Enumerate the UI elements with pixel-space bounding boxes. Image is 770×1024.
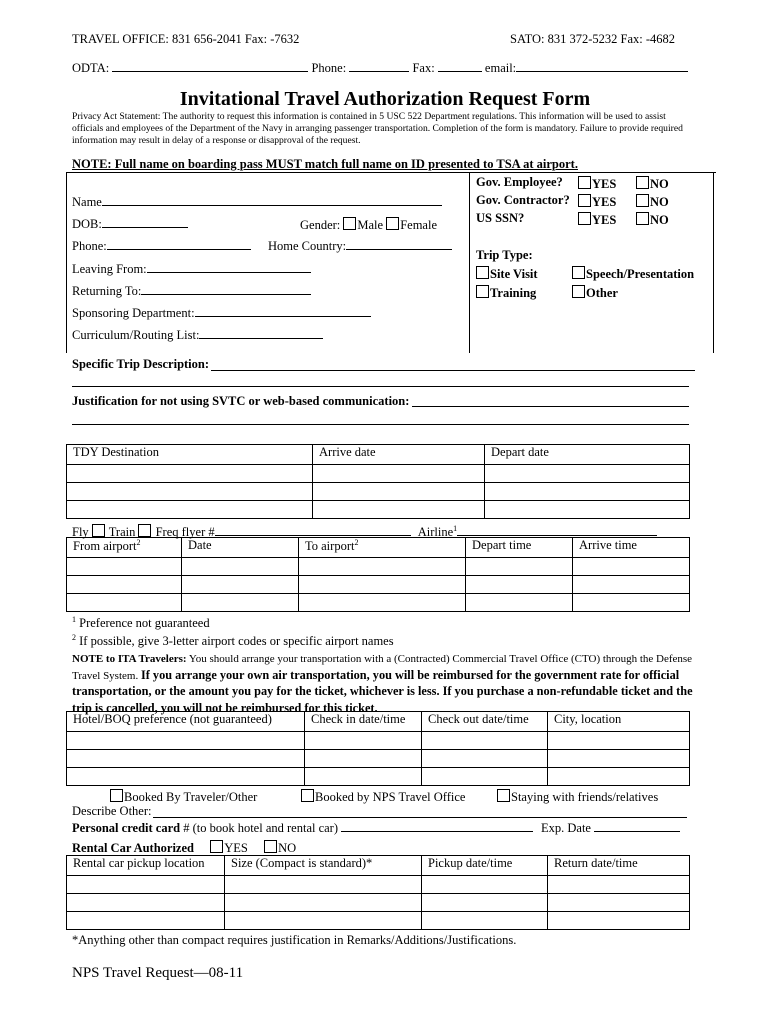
table-row [67, 594, 690, 612]
hotel-table [66, 711, 690, 786]
dob-label: DOB: [72, 217, 102, 231]
gov-contractor-no-checkbox[interactable] [636, 194, 649, 207]
odta-field[interactable] [112, 70, 308, 72]
check-out-header: Check out date/time [422, 712, 548, 732]
table-cell[interactable] [485, 501, 690, 519]
gov-employee-yes [578, 176, 616, 191]
rental-yes-checkbox[interactable] [210, 840, 223, 853]
footnote-marker-2: 2 [354, 538, 359, 547]
footnote-2 [72, 634, 394, 648]
table-cell[interactable] [305, 768, 422, 786]
odta-phone-field[interactable] [349, 70, 409, 72]
exp-date-label: Exp. Date [541, 821, 591, 835]
rental-car-authorized-label: Rental Car Authorized [72, 841, 194, 855]
fly-checkbox[interactable] [92, 524, 105, 537]
tdy-destination-header: TDY Destination [67, 445, 313, 465]
gov-contractor-yes [578, 194, 616, 209]
table-cell[interactable] [313, 465, 485, 483]
gov-employee-label: Gov. Employee? [476, 175, 563, 189]
depart-time-header: Depart time [466, 538, 573, 558]
male-checkbox[interactable] [343, 217, 356, 230]
table-cell[interactable] [422, 768, 548, 786]
table-cell[interactable] [422, 876, 548, 894]
other-checkbox[interactable] [572, 285, 585, 298]
table-cell[interactable] [422, 750, 548, 768]
staying-with-friends-label: Staying with friends/relatives [511, 790, 659, 804]
rental-no-checkbox[interactable] [264, 840, 277, 853]
gender-row [300, 217, 437, 232]
ita-note [72, 652, 698, 717]
table-header-row [67, 445, 690, 465]
table-cell[interactable] [67, 768, 305, 786]
trip-type-label: Trip Type: [476, 248, 533, 262]
footnote-2-marker: 2 [72, 633, 76, 642]
table-row [67, 576, 690, 594]
no-label: NO [650, 177, 669, 191]
table-cell[interactable] [485, 483, 690, 501]
credit-card-note: # (to book hotel and rental car) [183, 821, 339, 835]
yes-label: YES [592, 195, 617, 209]
specific-trip-label: Specific Trip Description: [72, 357, 210, 371]
gov-contractor-label: Gov. Contractor? [476, 193, 570, 207]
gov-contractor-yes-checkbox[interactable] [578, 194, 591, 207]
airline-field[interactable] [457, 534, 657, 536]
hotel-header: Hotel/BOQ preference (not guaranteed) [67, 712, 305, 732]
size-header: Size (Compact is standard)* [225, 856, 422, 876]
table-cell[interactable] [466, 594, 573, 612]
ita-note-warning: If you arrange your own air transportation, you will be reimbursed for the government rate for official transportation, or the amount you pay for the ticket, whichever is less. If you purchase a non-refundable ticket and the trip is cancelled, you will not be reimbursed for this ticket. [72, 667, 693, 715]
returning-row [72, 285, 311, 298]
rental-car-row [72, 840, 296, 855]
yes-label: YES [592, 177, 617, 191]
phone-label: Phone: [72, 239, 107, 253]
odta-email-field[interactable] [516, 70, 688, 72]
table-row [67, 501, 690, 519]
table-cell[interactable] [548, 768, 690, 786]
staying-with-friends-option [497, 789, 658, 804]
flight-table [66, 537, 690, 612]
credit-card-label: Personal credit card [72, 821, 181, 835]
return-datetime-header: Return date/time [548, 856, 690, 876]
odta-row [72, 62, 688, 75]
other-label: Other [586, 286, 618, 300]
table-cell[interactable] [573, 576, 690, 594]
justification-field[interactable] [412, 406, 689, 407]
no-label: NO [650, 213, 669, 227]
table-cell[interactable] [313, 501, 485, 519]
table-row [67, 768, 690, 786]
us-ssn-no-checkbox[interactable] [636, 212, 649, 225]
staying-with-friends-checkbox[interactable] [497, 789, 510, 802]
dob-row [72, 218, 188, 231]
table-row [67, 750, 690, 768]
credit-card-row [72, 822, 533, 835]
arrive-date-header: Arrive date [313, 445, 485, 465]
table-row [67, 912, 690, 930]
table-cell[interactable] [548, 732, 690, 750]
gov-employee-yes-checkbox[interactable] [578, 176, 591, 189]
table-cell[interactable] [313, 483, 485, 501]
training-checkbox[interactable] [476, 285, 489, 298]
describe-other-field[interactable] [153, 817, 687, 818]
table-header-row [67, 712, 690, 732]
rental-table [66, 855, 690, 930]
table-cell[interactable] [67, 876, 225, 894]
justification-field-2[interactable] [72, 424, 689, 425]
other-option [572, 285, 618, 300]
describe-other-label: Describe Other: [72, 804, 152, 818]
name-row [72, 196, 442, 209]
freq-flyer-field[interactable] [215, 534, 411, 536]
table-cell[interactable] [225, 912, 422, 930]
us-ssn-yes-checkbox[interactable] [578, 212, 591, 225]
justification-label: Justification for not using SVTC or web-based communication: [72, 394, 410, 408]
returning-field[interactable] [141, 293, 311, 295]
specific-trip-field[interactable] [211, 370, 695, 371]
no-label: NO [650, 195, 669, 209]
fax-label: Fax: [412, 61, 435, 75]
table-cell[interactable] [485, 465, 690, 483]
ita-note-text: You should arrange your transportation with a (Contracted) Commercial Travel Office (CTO) through the Defense Travel System. [72, 653, 693, 682]
table-header-row [67, 856, 690, 876]
name-label: Name [72, 195, 102, 209]
table-cell[interactable] [573, 558, 690, 576]
table-cell[interactable] [548, 894, 690, 912]
page-title: Invitational Travel Authorization Request Form [179, 88, 591, 110]
leaving-row [72, 263, 311, 276]
booked-by-nps-label: Booked by NPS Travel Office [315, 790, 466, 804]
table-cell[interactable] [225, 876, 422, 894]
phone-field[interactable] [107, 248, 251, 250]
table-row [67, 483, 690, 501]
from-airport-header: From airport$^2$ [67, 538, 182, 558]
boarding-pass-note: NOTE: Full name on boarding pass MUST match full name on ID presented to TSA at airport. [72, 157, 578, 171]
depart-date-header: Depart date [485, 445, 690, 465]
leaving-field[interactable] [147, 271, 311, 273]
booked-by-traveler-label: Booked By Traveler/Other [124, 790, 258, 804]
us-ssn-label: US SSN? [476, 211, 525, 225]
check-in-header: Check in date/time [305, 712, 422, 732]
table-cell[interactable] [67, 594, 182, 612]
curriculum-label: Curriculum/Routing List: [72, 328, 200, 342]
tdy-table [66, 444, 690, 519]
table-cell[interactable] [67, 912, 225, 930]
table-cell[interactable] [299, 594, 466, 612]
table-cell[interactable] [67, 576, 182, 594]
footnote-marker-1: 1 [453, 523, 458, 533]
odta-label: ODTA: [72, 61, 110, 75]
yes-label: YES [592, 213, 617, 227]
table-cell[interactable] [67, 483, 313, 501]
speech-option [572, 266, 694, 281]
table-cell[interactable] [67, 750, 305, 768]
pickup-location-header: Rental car pickup location [67, 856, 225, 876]
table-cell[interactable] [67, 894, 225, 912]
site-visit-label: Site Visit [490, 267, 538, 281]
sponsoring-label: Sponsoring Department: [72, 306, 195, 320]
phone-label: Phone: [311, 61, 347, 75]
travel-office-contact: TRAVEL OFFICE: 831 656-2041 Fax: -7632 [72, 32, 300, 46]
table-row [67, 465, 690, 483]
booked-by-traveler-checkbox[interactable] [110, 789, 123, 802]
booked-by-traveler-option [110, 789, 257, 804]
home-country-row [268, 240, 452, 253]
table-row [67, 558, 690, 576]
train-label: Train [108, 525, 136, 539]
gov-employee-no-checkbox[interactable] [636, 176, 649, 189]
exp-date-field[interactable] [594, 830, 680, 832]
curriculum-row [72, 329, 323, 342]
table-cell[interactable] [466, 558, 573, 576]
dob-field[interactable] [102, 226, 188, 228]
table-cell[interactable] [422, 732, 548, 750]
table-cell[interactable] [67, 465, 313, 483]
odta-fax-field[interactable] [438, 70, 482, 72]
privacy-statement: Privacy Act Statement: The authority to request this information is contained in 5 USC 522 Department regulations. This information will be used to assist officials and employees of the Department of the Navy in arranging passenger transportation. Completion of the form is mandatory. Failure to provide required information may result in delay of a response or disapproval of the request. [72, 111, 683, 146]
phone-row [72, 240, 251, 253]
table-cell[interactable] [67, 732, 305, 750]
table-cell[interactable] [225, 894, 422, 912]
table-cell[interactable] [182, 576, 299, 594]
female-checkbox[interactable] [386, 217, 399, 230]
footnote-1-text: Preference not guaranteed [79, 616, 210, 631]
city-location-header: City, location [548, 712, 690, 732]
table-cell[interactable] [67, 501, 313, 519]
credit-card-field[interactable] [341, 830, 533, 832]
footnote-2-text: If possible, give 3-letter airport codes or specific airport names [79, 634, 394, 649]
table-row [67, 732, 690, 750]
table-cell[interactable] [573, 594, 690, 612]
leaving-label: Leaving From: [72, 262, 147, 276]
table-cell[interactable] [548, 876, 690, 894]
sponsoring-field[interactable] [195, 315, 371, 317]
male-label: Male [357, 218, 384, 232]
speech-checkbox[interactable] [572, 266, 585, 279]
email-label: email: [484, 61, 517, 75]
footnote-1 [72, 616, 210, 630]
footnote-1-marker: 1 [72, 615, 76, 624]
gender-label: Gender: [300, 218, 341, 232]
fly-label: Fly [72, 525, 89, 539]
table-cell[interactable] [422, 894, 548, 912]
form-footer: NPS Travel Request—08-11 [72, 965, 244, 981]
table-cell[interactable] [305, 732, 422, 750]
train-checkbox[interactable] [138, 524, 151, 537]
compact-car-note: *Anything other than compact requires justification in Remarks/Additions/Justifications. [72, 933, 517, 947]
booked-by-nps-checkbox[interactable] [301, 789, 314, 802]
specific-trip-field-2[interactable] [72, 386, 689, 387]
table-cell[interactable] [67, 558, 182, 576]
rental-no-label: NO [278, 841, 297, 855]
table-cell[interactable] [548, 750, 690, 768]
table-cell[interactable] [548, 912, 690, 930]
footnote-marker-2: 2 [136, 538, 141, 547]
freq-flyer-label: Freq flyer # [155, 525, 215, 539]
curriculum-field[interactable] [199, 337, 323, 339]
name-field[interactable] [102, 204, 442, 206]
exp-date-row [541, 822, 680, 835]
female-label: Female [400, 218, 437, 232]
table-row [67, 894, 690, 912]
date-header: Date [182, 538, 299, 558]
speech-label: Speech/Presentation [586, 267, 695, 281]
sato-contact: SATO: 831 372-5232 Fax: -4682 [510, 32, 676, 46]
returning-label: Returning To: [72, 284, 142, 298]
booked-by-nps-option [301, 789, 465, 804]
table-cell[interactable] [422, 912, 548, 930]
home-country-label: Home Country: [268, 239, 347, 253]
table-cell[interactable] [299, 576, 466, 594]
training-label: Training [490, 286, 537, 300]
arrive-time-header: Arrive time [573, 538, 690, 558]
airline-label: Airline [417, 525, 454, 539]
table-cell[interactable] [466, 576, 573, 594]
table-cell[interactable] [305, 750, 422, 768]
table-header-row [67, 538, 690, 558]
site-visit-checkbox[interactable] [476, 266, 489, 279]
site-visit-option [476, 266, 538, 281]
to-airport-header: To airport$^2$ [299, 538, 466, 558]
ita-note-label: NOTE to ITA Travelers: [72, 653, 187, 665]
home-country-field[interactable] [346, 248, 452, 250]
pickup-datetime-header: Pickup date/time [422, 856, 548, 876]
us-ssn-yes [578, 212, 616, 227]
gov-contractor-no [636, 194, 669, 209]
us-ssn-no [636, 212, 669, 227]
table-cell[interactable] [299, 558, 466, 576]
table-cell[interactable] [182, 558, 299, 576]
training-option [476, 285, 536, 300]
table-row [67, 876, 690, 894]
table-cell[interactable] [182, 594, 299, 612]
rental-yes-label: YES [224, 841, 248, 855]
gov-employee-no [636, 176, 669, 191]
sponsoring-row [72, 307, 371, 320]
